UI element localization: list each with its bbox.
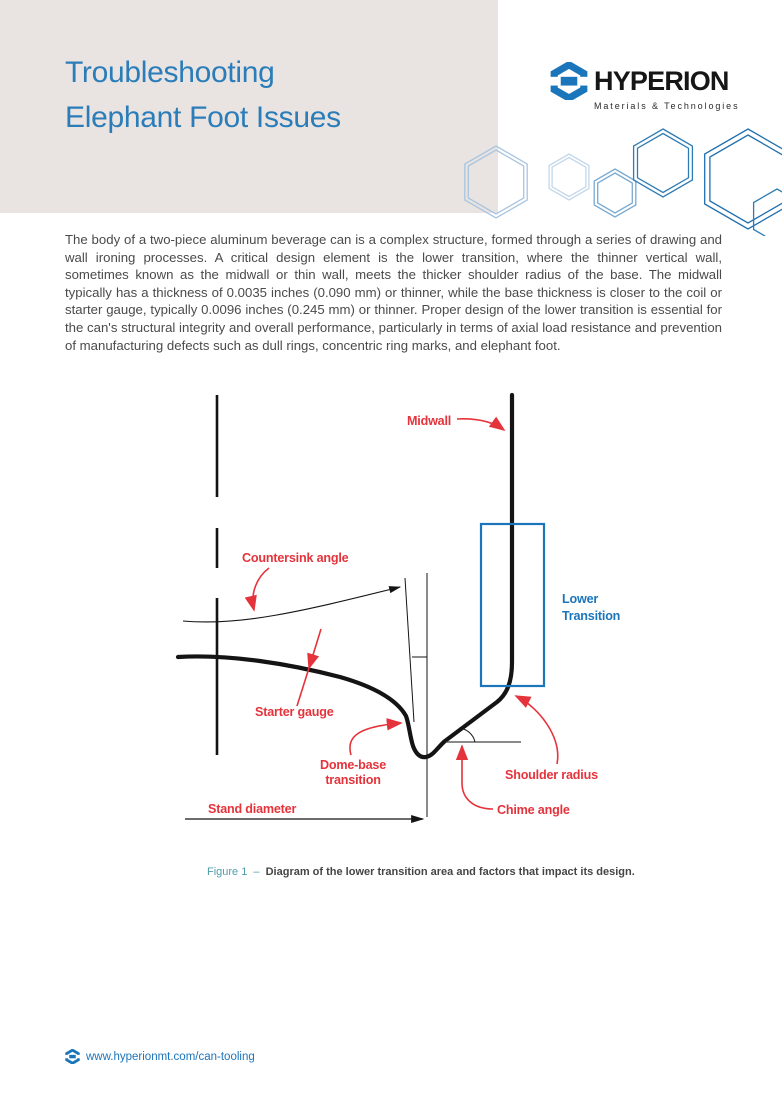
lower-transition-label-line2: Transition [562,609,621,623]
countersink-angle-label: Countersink angle [242,551,349,565]
countersink-construction-line [183,587,400,622]
figure-number: Figure 1 [207,866,248,878]
footer-url-link[interactable]: www.hyperionmt.com/can-tooling [86,1050,255,1063]
dome-base-transition-arrow [350,723,401,755]
shoulder-radius-label: Shoulder radius [505,768,598,782]
figure-caption [207,866,635,878]
logo-wordmark: HYPERION [594,65,729,96]
starter-gauge-arrow-tail [297,668,309,706]
hyperion-footer-icon [65,1049,80,1064]
lower-transition-label-line1: Lower [562,592,599,606]
midwall-arrow [457,419,504,430]
footer [65,1049,255,1064]
figure-caption-text: Diagram of the lower transition area and factors that impact its design. [265,866,635,878]
dome-base-label-line1: Dome-base [319,758,387,772]
shoulder-radius-arrow [516,696,558,764]
figure-caption-separator: – [253,866,260,878]
intro-paragraph: The body of a two-piece aluminum beverage can is a complex structure, formed through a series of drawing and wall ironing processes. A critical design element is the lower transition, where the thinner vertical wall, sometimes known as the midwall or thin wall, meets the thicker shoulder radius of the base. The midwall typically has a thickness of 0.0035 inches (0.090 mm) or thinner, while the base thickness is closer to the coil or starter gauge, typically 0.0096 inches (0.245 mm) or thinner. Proper design of the lower transition is essential for the can's structural integrity and overall performance, particularly in terms of axial load resistance and prevention of manufacturing defects such as dull rings, concentric ring marks, and elephant foot. [65,232,722,353]
can-profile-curve [178,395,512,757]
dome-base-label-line2: transition [325,773,381,787]
page-title-line2: Elephant Foot Issues [65,101,341,134]
starter-gauge-arrow [309,629,321,668]
stand-diameter-label: Stand diameter [208,802,297,816]
countersink-angle-arrow [253,568,269,610]
chime-angle-arrow [462,746,493,809]
starter-gauge-label: Starter gauge [255,705,334,719]
chime-angle-label: Chime angle [497,803,570,817]
transition-angle-line-left [405,578,414,722]
midwall-label: Midwall [407,414,452,428]
page-title-line1: Troubleshooting [65,56,275,89]
logo-tagline: Materials & Technologies [594,101,740,111]
